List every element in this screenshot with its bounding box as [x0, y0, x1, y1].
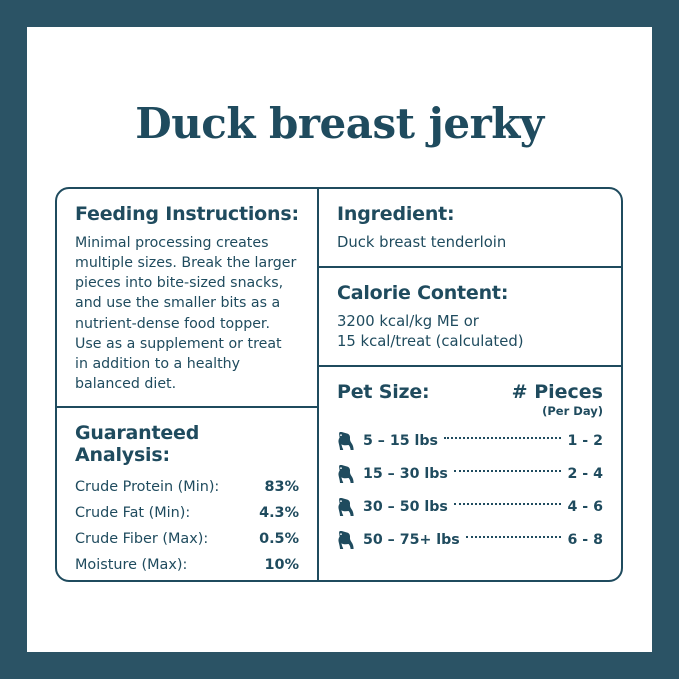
calorie-line-1: 3200 kcal/kg ME or: [337, 312, 479, 330]
piece-count: 6 - 8: [567, 531, 603, 548]
nutrient-label: Crude Protein (Min):: [75, 479, 220, 496]
table-row: [337, 490, 603, 523]
dog-icon: [337, 430, 355, 452]
table-row: [75, 552, 299, 578]
table-row: [75, 526, 299, 552]
dog-icon: [337, 496, 355, 518]
pet-weight: 50 – 75+ lbs: [363, 531, 460, 548]
feeding-instructions-text: Minimal processing creates multiple sizes. Break the larger pieces into bite-sized snacks, and use the smaller bits as a nutrient-dense food topper. Use as a supplement or treat in addition to a healthy balanced diet.: [75, 235, 297, 393]
feeding-instructions-heading: Feeding Instructions:: [75, 203, 299, 225]
table-row: [337, 457, 603, 490]
pieces-heading: # Pieces: [511, 381, 603, 404]
nutrient-value: 10%: [264, 557, 299, 574]
table-row: [75, 474, 299, 500]
table-row: [337, 523, 603, 556]
piece-count: 4 - 6: [567, 498, 603, 515]
table-row: [75, 500, 299, 526]
left-column: [57, 189, 319, 580]
pet-size-header-row: [337, 381, 603, 403]
nutrient-label: Crude Fiber (Max):: [75, 531, 209, 548]
nutrition-panel: [55, 187, 623, 582]
leader-dots: [466, 536, 562, 538]
ingredient-heading: Ingredient:: [337, 203, 455, 225]
dog-icon: [337, 463, 355, 485]
per-day-label: (Per Day): [542, 404, 603, 419]
pet-size-heading: Pet Size:: [337, 381, 430, 404]
calorie-content-heading: Calorie Content:: [337, 281, 509, 304]
ingredient-section: [319, 189, 621, 266]
leader-dots: [454, 503, 562, 505]
leader-dots: [454, 470, 562, 472]
piece-count: 2 - 4: [567, 465, 603, 482]
product-label-card: [27, 27, 652, 652]
calorie-content-section: [319, 266, 621, 365]
ingredient-text: Duck breast tenderloin: [337, 234, 507, 251]
nutrient-label: Crude Fat (Min):: [75, 505, 191, 522]
nutrient-value: 0.5%: [259, 531, 299, 548]
pet-weight: 15 – 30 lbs: [363, 465, 448, 482]
guaranteed-analysis-list: [75, 474, 299, 578]
piece-count: 1 - 2: [567, 432, 603, 449]
guaranteed-analysis-heading: Guaranteed Analysis:: [75, 422, 200, 467]
nutrient-value: 83%: [264, 479, 299, 496]
table-row: [337, 424, 603, 457]
calorie-line-2: 15 kcal/treat (calculated): [337, 333, 524, 351]
nutrient-value: 4.3%: [259, 505, 299, 522]
guaranteed-analysis-section: [57, 406, 317, 590]
pet-size-section: [319, 365, 621, 580]
page-title: Duck breast jerky: [135, 99, 544, 148]
pet-weight: 5 – 15 lbs: [363, 432, 438, 449]
right-column: [319, 189, 621, 580]
leader-dots: [444, 437, 561, 439]
pet-weight: 30 – 50 lbs: [363, 498, 448, 515]
nutrient-label: Moisture (Max):: [75, 557, 188, 574]
feeding-instructions-section: [57, 189, 317, 406]
dog-icon: [337, 529, 355, 551]
